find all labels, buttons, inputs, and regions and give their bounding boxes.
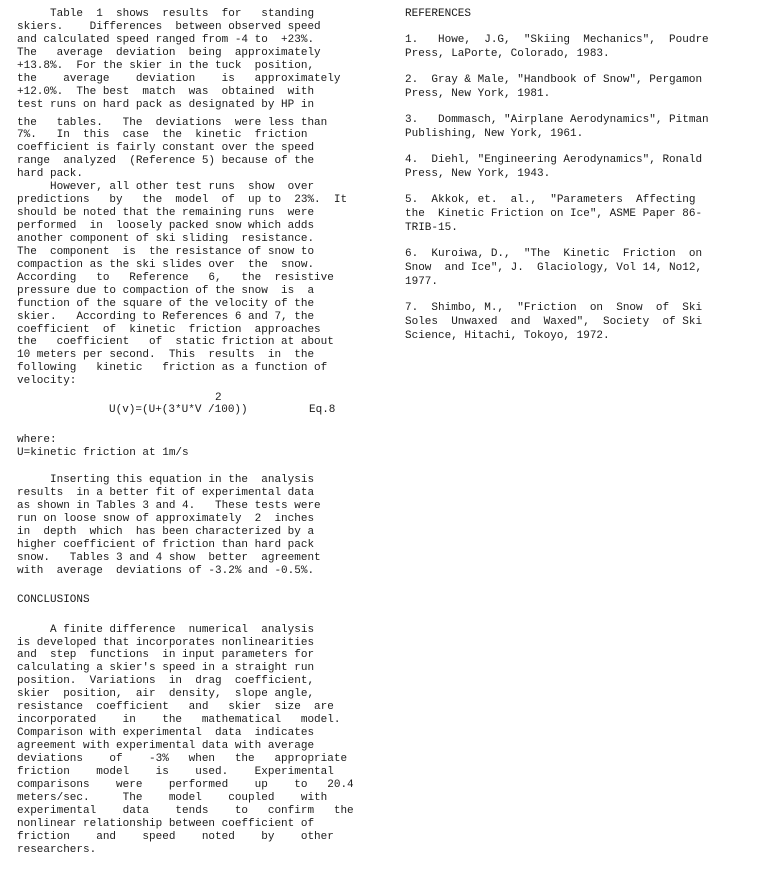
text-line: Table 1 shows results for standing — [17, 8, 315, 20]
reference-line: 1. Howe, J.G, "Skiing Mechanics", Poudre — [405, 34, 709, 46]
text-line: 10 meters per second. This results in the — [17, 349, 315, 362]
text-line: Comparison with experimental data indicates — [17, 727, 315, 740]
text-line: meters/sec. The model coupled with — [17, 791, 328, 804]
text-line: researchers. — [17, 843, 97, 856]
text-line: as shown in Tables 3 and 4. These tests were — [17, 499, 321, 512]
text-line: The component is the resistance of snow to — [17, 245, 315, 258]
text-line: test runs on hard pack as designated by HP in — [17, 98, 315, 111]
text-line: range analyzed (Reference 5) because of the — [17, 155, 315, 168]
reference-line: TRIB-15. — [405, 222, 458, 234]
reference-item — [405, 247, 755, 289]
equation-label: Eq.8 — [309, 404, 336, 417]
text-line: resistance coefficient and skier size are — [17, 701, 334, 714]
text-line: should be noted that the remaining runs were — [17, 207, 315, 220]
text-line: performed in loosely packed snow which adds — [17, 220, 315, 232]
reference-item — [405, 33, 755, 61]
reference-list — [405, 33, 755, 343]
text-line: experimental data tends to confirm the — [17, 804, 354, 817]
paragraph-results-standing — [17, 8, 365, 112]
reference-item — [405, 73, 755, 101]
text-line: 7%. In this case the kinetic friction — [17, 129, 308, 142]
text-line: predictions by the model of up to 23%. It — [17, 194, 348, 207]
text-line: velocity: — [17, 375, 77, 388]
text-line: However, all other test runs show over — [17, 181, 315, 194]
text-line: skier. According to References 6 and 7, the — [17, 310, 315, 323]
reference-item — [405, 193, 755, 235]
text-line: results in a better fit of experimental data — [17, 487, 315, 499]
reference-item — [405, 153, 755, 181]
text-line: higher coefficient of friction than hard pack — [17, 538, 315, 551]
text-line: and calculated speed ranged from -4 to +23%. — [17, 33, 315, 46]
text-line: A finite difference numerical analysis — [17, 623, 315, 636]
reference-line: Press, New York, 1981. — [405, 88, 551, 100]
conclusions-heading: CONCLUSIONS — [17, 593, 90, 606]
text-line: deviations of -3% when the appropriate — [17, 752, 348, 765]
text-line: +13.8%. For the skier in the tuck position, — [17, 59, 315, 72]
text-line: +12.0%. The best match was obtained with — [17, 85, 315, 98]
right-column — [405, 8, 755, 355]
reference-line: 6. Kuroiwa, D., "The Kinetic Friction on — [405, 248, 703, 260]
left-column — [17, 8, 365, 856]
reference-line: Press, New York, 1943. — [405, 168, 551, 180]
text-line: run on loose snow of approximately 2 inches — [17, 512, 315, 525]
text-line: U=kinetic friction at 1m/s — [17, 447, 189, 460]
reference-line: the Kinetic Friction on Ice", ASME Paper 86- — [405, 208, 703, 220]
text-line: following kinetic friction as a function of — [17, 362, 328, 375]
reference-line: 2. Gray & Male, "Handbook of Snow", Pergamon — [405, 74, 703, 86]
reference-line: 4. Diehl, "Engineering Aerodynamics", Ronald — [405, 154, 703, 166]
reference-line: Press, LaPorte, Colorado, 1983. — [405, 48, 610, 60]
text-line: nonlinear relationship between coefficient of — [17, 817, 315, 830]
text-line: and step functions in input parameters for — [17, 649, 315, 662]
text-line: comparisons were performed up to 20.4 — [17, 778, 354, 791]
reference-line: Soles Unwaxed and Waxed", Society of Ski — [405, 316, 703, 328]
text-line: friction model is used. Experimental — [17, 765, 334, 778]
reference-line: 3. Dommasch, "Airplane Aerodynamics", Pitman — [405, 114, 709, 126]
paragraph-inserting-equation — [17, 474, 365, 578]
paragraph-conclusions — [17, 624, 365, 857]
reference-line: Snow and Ice", J. Glaciology, Vol 14, No12, — [405, 262, 703, 274]
text-line: skier position, air density, slope angle, — [17, 688, 315, 701]
text-line: the average deviation is approximately — [17, 72, 341, 85]
reference-line: Science, Hitachi, Tokoyo, 1972. — [405, 330, 610, 342]
text-line: compaction as the ski slides over the snow. — [17, 258, 315, 271]
text-line: coefficient is fairly constant over the speed — [17, 142, 315, 155]
reference-item — [405, 301, 755, 343]
text-line: skiers. Differences between observed speed — [17, 20, 321, 33]
text-line: position. Variations in drag coefficient, — [17, 675, 315, 688]
text-line: calculating a skier's speed in a straight run — [17, 662, 315, 675]
text-line: function of the square of the velocity of the — [17, 297, 315, 310]
text-line: friction and speed noted by other — [17, 830, 334, 843]
text-line: The average deviation being approximately — [17, 46, 321, 59]
text-line: incorporated in the mathematical model. — [17, 714, 341, 727]
text-line: with average deviations of -3.2% and -0.5%. — [17, 564, 315, 577]
text-line: in depth which has been characterized by a — [17, 525, 315, 538]
where-block — [17, 434, 365, 460]
equation-8 — [17, 392, 365, 422]
text-line: another component of ski sliding resistance. — [17, 232, 315, 245]
equation-formula: U(v)=(U+(3*U*V /100)) — [109, 404, 248, 417]
reference-line: Publishing, New York, 1961. — [405, 128, 584, 140]
text-line: the coefficient of static friction at about — [17, 336, 334, 349]
text-line: According to Reference 6, the resistive — [17, 271, 334, 284]
text-line: hard pack. — [17, 168, 84, 181]
reference-line: 7. Shimbo, M., "Friction on Snow of Ski — [405, 302, 703, 314]
text-line: coefficient of kinetic friction approaches — [17, 323, 321, 336]
text-line: agreement with experimental data with average — [17, 740, 315, 752]
text-line: is developed that incorporates nonlinearities — [17, 636, 315, 649]
reference-item — [405, 113, 755, 141]
paragraph-deviations — [17, 117, 365, 389]
equation-superscript: 2 — [215, 392, 222, 405]
text-line: pressure due to compaction of the snow is a — [17, 284, 315, 297]
text-line: Inserting this equation in the analysis — [17, 474, 315, 487]
text-line: where: — [17, 434, 57, 447]
reference-line: 5. Akkok, et. al., "Parameters Affecting — [405, 194, 696, 206]
text-line: the tables. The deviations were less than — [17, 116, 328, 129]
reference-line: 1977. — [405, 276, 439, 288]
text-line: snow. Tables 3 and 4 show better agreement — [17, 551, 321, 564]
references-heading: REFERENCES — [405, 8, 472, 20]
